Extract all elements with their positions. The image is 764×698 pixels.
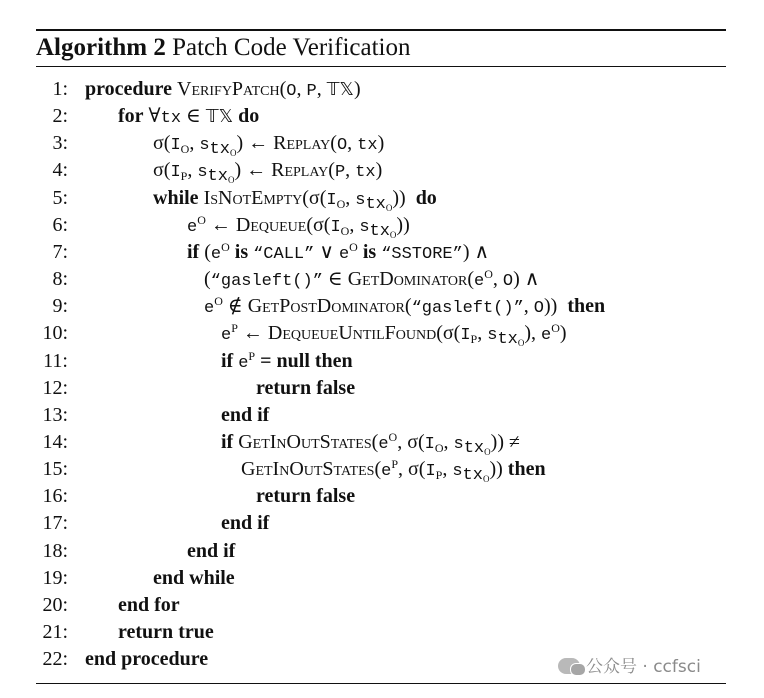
code-token: , bbox=[316, 78, 322, 100]
code-token: return bbox=[256, 376, 312, 399]
code-token: ( bbox=[374, 458, 382, 481]
line-number: 4: bbox=[52, 159, 68, 182]
wechat-icon bbox=[558, 658, 580, 674]
code-token: DequeueUntilFound bbox=[267, 322, 437, 345]
code-token: e bbox=[221, 326, 232, 346]
code-token: I bbox=[425, 462, 436, 482]
code-token: VerifyPatch bbox=[177, 78, 280, 100]
line-number: 10: bbox=[42, 322, 68, 345]
line-number: 14: bbox=[42, 430, 68, 453]
code-token: tx bbox=[462, 466, 483, 486]
code-token: Dequeue bbox=[235, 213, 307, 236]
code-token: s bbox=[487, 326, 498, 346]
code-token: ( bbox=[453, 322, 461, 345]
code-token: , bbox=[347, 132, 353, 155]
code-token: , bbox=[345, 159, 351, 182]
code-token: O bbox=[180, 142, 190, 157]
code-token: O bbox=[197, 212, 206, 227]
code-token: ← bbox=[246, 159, 267, 182]
line-code bbox=[187, 239, 489, 268]
code-token: ) bbox=[236, 132, 244, 155]
code-token: O bbox=[533, 299, 544, 319]
line-number: 18: bbox=[42, 539, 68, 562]
code-token: ) bbox=[392, 186, 400, 209]
code-token: return bbox=[118, 621, 174, 643]
code-token: IsNotEmpty bbox=[203, 186, 303, 209]
code-token: e bbox=[474, 272, 485, 292]
code-token: ( bbox=[371, 430, 379, 453]
line-code bbox=[256, 375, 355, 402]
line-number: 2: bbox=[52, 105, 68, 128]
code-token: end for bbox=[118, 593, 180, 616]
line-code bbox=[221, 402, 269, 429]
code-token: ) bbox=[559, 322, 567, 345]
code-token: ) bbox=[497, 430, 504, 453]
code-token: O bbox=[484, 267, 493, 282]
code-token: ∀ bbox=[148, 105, 161, 128]
code-token: tx bbox=[207, 167, 228, 187]
code-token: ∈ bbox=[186, 105, 201, 128]
code-token: for bbox=[118, 105, 144, 128]
line-number: 11: bbox=[43, 349, 68, 372]
code-token: ) bbox=[396, 213, 404, 236]
line-number: 19: bbox=[42, 566, 68, 589]
code-token: do bbox=[415, 186, 437, 209]
line-code bbox=[221, 510, 269, 537]
code-token: P bbox=[470, 332, 478, 347]
code-token: , bbox=[187, 159, 193, 182]
line-code bbox=[221, 429, 520, 458]
line-code bbox=[118, 103, 259, 132]
code-token: ≠ bbox=[508, 430, 520, 453]
code-token: ( bbox=[328, 159, 335, 182]
code-token: true bbox=[178, 621, 214, 643]
line-number: 17: bbox=[42, 512, 68, 535]
code-token: if bbox=[221, 430, 234, 453]
line-code bbox=[221, 320, 567, 349]
code-token: I bbox=[170, 163, 181, 183]
line-code bbox=[85, 76, 361, 105]
code-token: e bbox=[187, 217, 198, 237]
code-token: e bbox=[204, 299, 215, 319]
code-token: s bbox=[199, 136, 210, 156]
watermark-text: 公众号 · ccfsci bbox=[586, 657, 701, 677]
code-token: ← bbox=[210, 213, 231, 236]
line-number: 5: bbox=[52, 186, 68, 209]
code-token: σ bbox=[407, 430, 418, 453]
code-token: I bbox=[326, 190, 337, 210]
code-token: ) bbox=[234, 159, 242, 182]
line-number: 1: bbox=[52, 78, 68, 100]
code-token: ) bbox=[377, 132, 385, 155]
code-token: σ bbox=[308, 186, 320, 209]
code-token: end if bbox=[221, 512, 270, 535]
code-token: then bbox=[314, 349, 353, 372]
code-token: ( bbox=[330, 132, 337, 155]
code-token: 𝕋𝕏 bbox=[205, 106, 234, 128]
code-token: return bbox=[256, 485, 312, 508]
line-number: 16: bbox=[42, 485, 68, 508]
code-token: ) bbox=[353, 78, 361, 100]
code-token: ∧ bbox=[524, 268, 540, 291]
code-token: ( bbox=[204, 268, 211, 291]
code-token: false bbox=[316, 485, 356, 508]
code-token: “CALL” bbox=[253, 244, 315, 264]
code-token: ) bbox=[489, 458, 497, 481]
code-token: O bbox=[434, 440, 444, 455]
line-code bbox=[153, 565, 235, 592]
line-code bbox=[204, 293, 605, 322]
code-token: s bbox=[355, 190, 366, 210]
code-token: e bbox=[378, 434, 389, 454]
code-token: ) bbox=[462, 240, 470, 263]
code-token: GetInOutStates bbox=[238, 430, 372, 453]
code-token: σ bbox=[153, 159, 164, 182]
code-token: ( bbox=[163, 132, 171, 155]
code-token: ) bbox=[399, 186, 406, 209]
code-token: P bbox=[248, 348, 256, 363]
code-token: I bbox=[424, 434, 435, 454]
code-token: null bbox=[276, 349, 310, 372]
code-token: ( bbox=[417, 430, 425, 453]
code-token: , bbox=[345, 186, 351, 209]
code-token: if bbox=[187, 240, 200, 263]
line-code bbox=[118, 592, 180, 619]
code-token: = bbox=[260, 349, 272, 372]
line-code bbox=[256, 483, 355, 510]
code-token: O bbox=[336, 136, 348, 156]
code-token: O bbox=[229, 148, 237, 159]
code-token: O bbox=[349, 239, 358, 254]
code-token: tx bbox=[357, 136, 378, 156]
code-token: I bbox=[460, 326, 471, 346]
code-token: ( bbox=[323, 213, 331, 236]
code-token: I bbox=[330, 217, 341, 237]
code-token: O bbox=[551, 321, 560, 336]
code-token: , bbox=[523, 295, 529, 318]
code-token: s bbox=[197, 163, 208, 183]
code-token: Replay bbox=[273, 132, 331, 155]
code-token: , bbox=[443, 430, 449, 453]
algorithm-title bbox=[36, 30, 410, 66]
line-number: 3: bbox=[52, 132, 68, 155]
code-token: is bbox=[234, 240, 249, 263]
code-token: e bbox=[210, 244, 222, 264]
code-token: O bbox=[484, 446, 491, 457]
code-token: tx bbox=[209, 140, 230, 160]
watermark bbox=[558, 654, 701, 680]
code-token: if bbox=[221, 349, 234, 372]
line-number: 8: bbox=[52, 268, 68, 291]
code-token: ( bbox=[467, 268, 475, 291]
code-token: , bbox=[492, 268, 498, 291]
code-token: , bbox=[349, 213, 355, 236]
code-token: P bbox=[180, 169, 188, 184]
code-token: , bbox=[442, 458, 448, 481]
line-code bbox=[118, 619, 214, 646]
code-token: s bbox=[452, 462, 463, 482]
code-token: O bbox=[389, 229, 397, 240]
line-number: 7: bbox=[52, 240, 68, 263]
code-token: ) bbox=[543, 295, 551, 318]
code-token: σ bbox=[153, 132, 164, 155]
code-token: P bbox=[231, 321, 238, 336]
code-token: , bbox=[397, 430, 403, 453]
line-number: 6: bbox=[52, 213, 68, 236]
line-code bbox=[221, 348, 353, 377]
code-token: I bbox=[170, 136, 181, 156]
line-code bbox=[241, 456, 546, 485]
code-token: O bbox=[385, 202, 393, 213]
code-token: “gasleft()” bbox=[210, 272, 323, 292]
code-token: ( bbox=[436, 322, 443, 345]
code-token: “gasleft()” bbox=[411, 299, 524, 319]
line-number: 22: bbox=[42, 648, 68, 671]
line-number: 15: bbox=[42, 458, 68, 481]
code-token: tx bbox=[365, 194, 386, 214]
code-token: then bbox=[507, 458, 546, 481]
code-token: 𝕋𝕏 bbox=[326, 79, 354, 100]
code-token: ( bbox=[302, 186, 309, 209]
line-number: 20: bbox=[42, 593, 68, 616]
code-token: ) bbox=[403, 213, 410, 236]
code-token: ∉ bbox=[227, 295, 243, 318]
code-token: “SSTORE” bbox=[381, 244, 463, 264]
code-token: O bbox=[336, 196, 346, 211]
code-token: false bbox=[316, 376, 356, 399]
code-token: , bbox=[398, 458, 403, 481]
code-token: ← bbox=[242, 322, 263, 345]
code-token: ) bbox=[550, 295, 558, 318]
code-token: e bbox=[541, 326, 552, 346]
code-token: O bbox=[286, 82, 297, 101]
line-code bbox=[153, 157, 382, 186]
code-token: ∈ bbox=[327, 268, 343, 291]
code-token: e bbox=[381, 462, 392, 482]
code-token: ) bbox=[375, 159, 383, 182]
code-token: O bbox=[227, 175, 235, 186]
code-token: procedure bbox=[85, 78, 173, 100]
code-token: ( bbox=[319, 186, 327, 209]
line-code bbox=[204, 266, 539, 295]
code-token: , bbox=[477, 322, 483, 345]
code-token: P bbox=[334, 163, 346, 183]
code-token: tx bbox=[160, 109, 182, 129]
line-code bbox=[85, 646, 208, 673]
code-token: GetInOutStates bbox=[241, 458, 375, 481]
code-token: ( bbox=[418, 458, 426, 481]
line-code bbox=[187, 538, 235, 565]
code-token: tx bbox=[497, 330, 518, 350]
code-token: ( bbox=[163, 159, 171, 182]
code-token: σ bbox=[408, 458, 419, 481]
code-token: O bbox=[221, 239, 230, 254]
code-token: end while bbox=[153, 566, 235, 589]
line-code bbox=[187, 212, 410, 241]
line-number: 13: bbox=[42, 403, 68, 426]
code-token: ) bbox=[490, 430, 498, 453]
code-token: O bbox=[340, 223, 350, 238]
code-token: while bbox=[153, 186, 199, 209]
code-token: Replay bbox=[271, 159, 329, 182]
algorithm-name: Patch Code Verification bbox=[172, 34, 411, 61]
bottom-rule bbox=[36, 683, 726, 684]
code-token: s bbox=[453, 434, 464, 454]
line-code bbox=[153, 185, 437, 214]
code-token: ) bbox=[524, 322, 532, 345]
line-number: 21: bbox=[42, 621, 68, 643]
line-number: 9: bbox=[52, 295, 68, 318]
code-token: O bbox=[214, 294, 223, 309]
code-token: ← bbox=[248, 132, 269, 155]
title-rule bbox=[36, 66, 726, 67]
line-code bbox=[153, 130, 384, 159]
code-token: σ bbox=[312, 213, 324, 236]
code-token: e bbox=[238, 353, 249, 373]
line-number: 12: bbox=[42, 376, 68, 399]
code-token: ( bbox=[204, 240, 211, 263]
code-token: ( bbox=[306, 213, 313, 236]
code-token: , bbox=[296, 78, 302, 100]
code-token: tx bbox=[355, 163, 376, 183]
code-token: tx bbox=[463, 438, 485, 458]
code-token: ∧ bbox=[474, 240, 490, 263]
code-token: ( bbox=[404, 295, 412, 318]
code-token: ) bbox=[496, 458, 503, 481]
code-token: O bbox=[517, 338, 525, 349]
code-token: is bbox=[362, 240, 377, 263]
code-token: end procedure bbox=[85, 648, 209, 671]
code-token: P bbox=[306, 82, 317, 101]
code-token: then bbox=[567, 295, 606, 318]
code-token: σ bbox=[442, 322, 454, 345]
code-token: O bbox=[482, 474, 490, 485]
code-token: s bbox=[359, 217, 370, 237]
code-token: O bbox=[388, 429, 398, 444]
code-token: ∨ bbox=[319, 240, 334, 263]
code-token: do bbox=[238, 105, 260, 128]
code-token: end if bbox=[187, 539, 236, 562]
code-token: end if bbox=[221, 403, 270, 426]
code-token: P bbox=[435, 468, 443, 483]
code-token: ) bbox=[513, 268, 520, 291]
code-token: GetPostDominator bbox=[247, 295, 405, 318]
code-token: ( bbox=[279, 78, 287, 100]
code-token: , bbox=[531, 322, 537, 345]
algorithm-label: Algorithm 2 bbox=[36, 34, 166, 61]
code-token: GetDominator bbox=[347, 268, 468, 291]
code-token: O bbox=[502, 272, 514, 292]
code-token: e bbox=[338, 244, 350, 264]
code-token: , bbox=[189, 132, 195, 155]
code-token: P bbox=[391, 457, 398, 472]
code-token: tx bbox=[369, 221, 390, 241]
